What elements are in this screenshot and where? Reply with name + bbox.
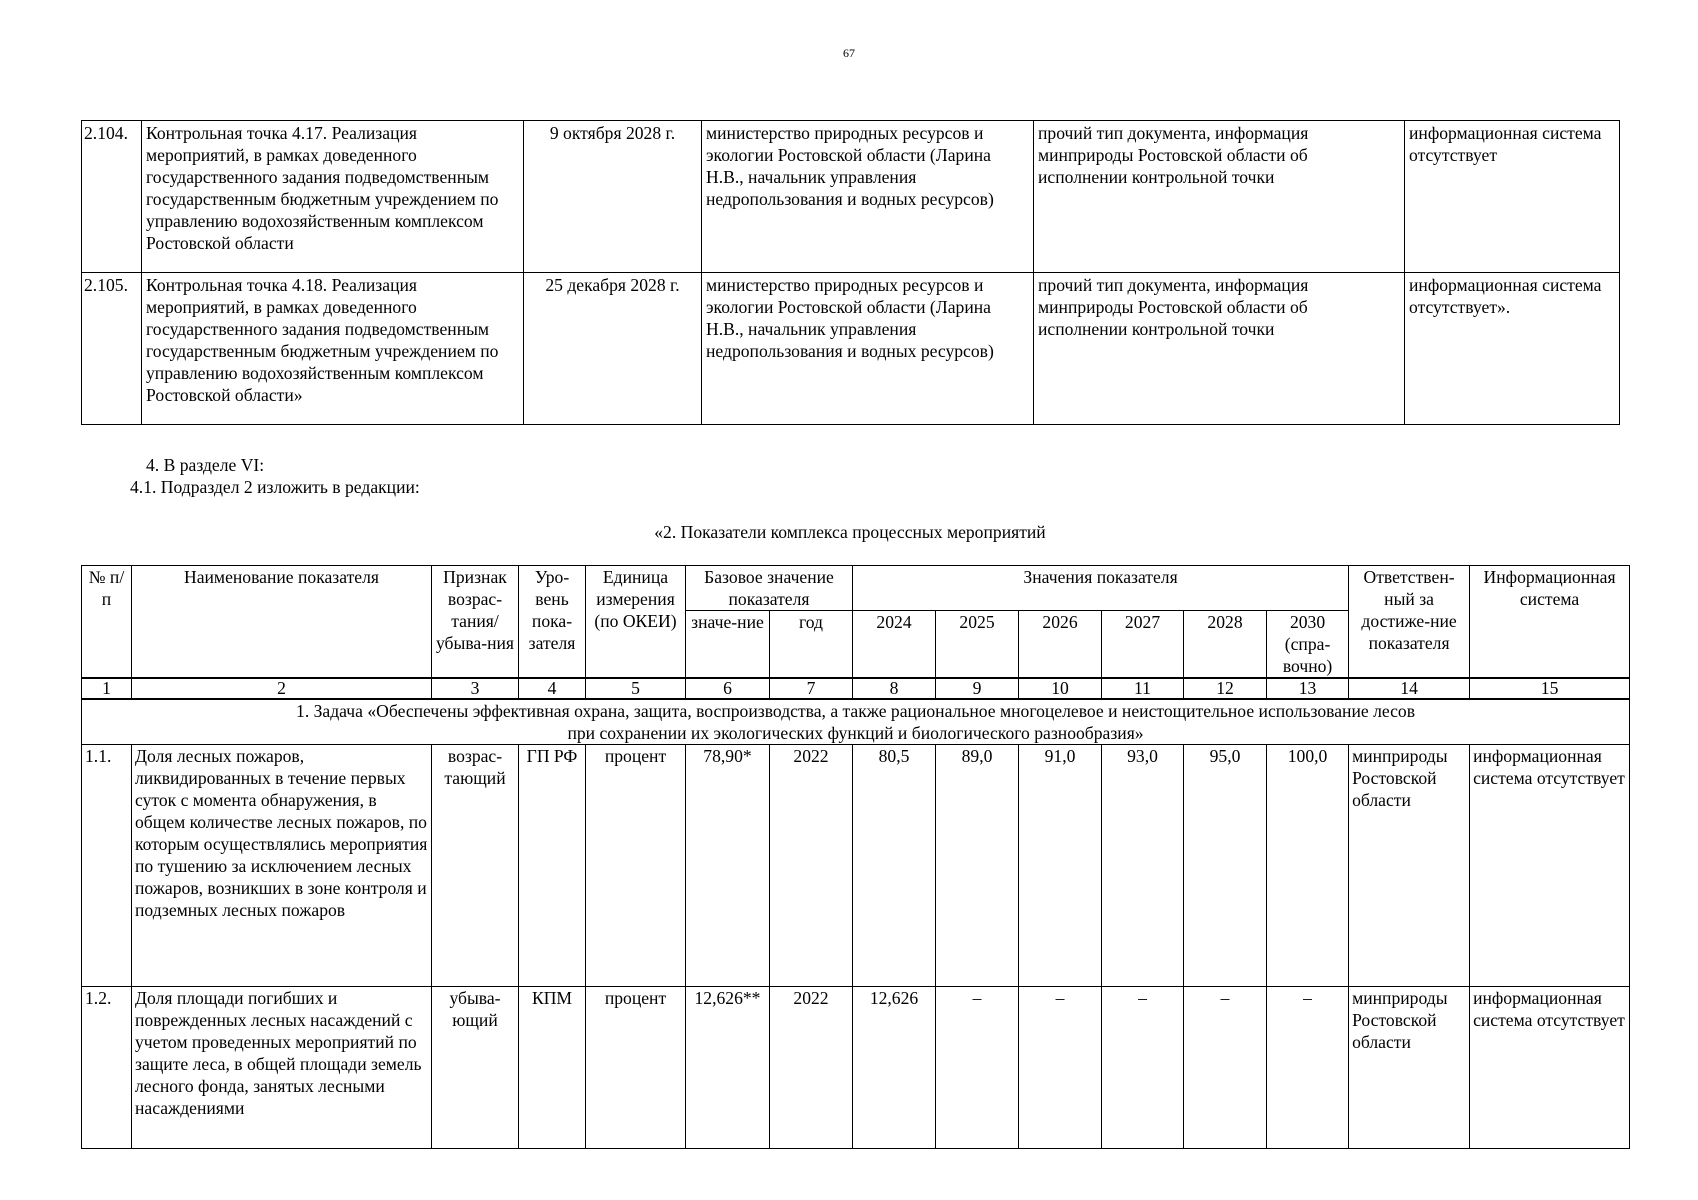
col-number: 7 xyxy=(770,678,853,699)
indicator-responsible: минприроды Ростовской области xyxy=(1349,987,1470,1149)
header-name: Наименование показателя xyxy=(132,566,432,679)
task-title: 1. Задача «Обеспечены эффективная охрана, защита, воспроизводства, а также рациональное многоцелевое и неистощительное использование лесов при сохранении их экологических функций и биологического разнообразия» xyxy=(82,699,1630,745)
col-number: 11 xyxy=(1102,678,1184,699)
column-numbers-row xyxy=(82,678,1630,699)
indicator-value: 12,626 xyxy=(853,987,936,1149)
paragraph-subsection: 4.1. Подраздел 2 изложить в редакции: xyxy=(130,477,420,497)
indicator-num: 1.2. xyxy=(82,987,132,1149)
header-system: Информационная система xyxy=(1470,566,1630,679)
indicator-base-year: 2022 xyxy=(770,987,853,1149)
col-number: 4 xyxy=(519,678,586,699)
col-number: 9 xyxy=(936,678,1019,699)
cp-num: 2.104. xyxy=(82,121,142,273)
indicator-level: КПМ xyxy=(519,987,586,1149)
indicator-value: 100,0 xyxy=(1267,745,1349,987)
table-row xyxy=(82,745,1630,987)
task-row xyxy=(82,699,1630,745)
cp-document: прочий тип документа, информация минприроды Ростовской области об исполнении контрольной точки xyxy=(1034,273,1405,425)
indicator-num: 1.1. xyxy=(82,745,132,987)
indicator-base-value: 12,626** xyxy=(686,987,770,1149)
cp-responsible: министерство природных ресурсов и экологии Ростовской области (Ларина Н.В., начальник управления недропользования и водных ресурсов) xyxy=(702,273,1034,425)
indicator-system: информационная система отсутствует xyxy=(1470,745,1630,987)
indicator-value: – xyxy=(936,987,1019,1149)
cp-document: прочий тип документа, информация минприроды Ростовской области об исполнении контрольной точки xyxy=(1034,121,1405,273)
col-number: 14 xyxy=(1349,678,1470,699)
header-num: № п/п xyxy=(82,566,132,679)
col-number: 13 xyxy=(1267,678,1349,699)
col-number: 8 xyxy=(853,678,936,699)
indicator-base-year: 2022 xyxy=(770,745,853,987)
indicator-value: – xyxy=(1184,987,1267,1149)
header-values: Значения показателя xyxy=(853,566,1349,611)
header-year: 2028 xyxy=(1184,611,1267,679)
header-base: Базовое значение показателя xyxy=(686,566,853,611)
header-year: 2030 (спра-вочно) xyxy=(1267,611,1349,679)
cp-responsible: министерство природных ресурсов и экологии Ростовской области (Ларина Н.В., начальник управления недропользования и водных ресурсов) xyxy=(702,121,1034,273)
col-number: 6 xyxy=(686,678,770,699)
cp-system: информационная система отсутствует xyxy=(1405,121,1620,273)
header-level: Уро-вень пока-зателя xyxy=(519,566,586,679)
cp-system: информационная система отсутствует». xyxy=(1405,273,1620,425)
indicator-value: – xyxy=(1267,987,1349,1149)
header-year: 2025 xyxy=(936,611,1019,679)
paragraph-section: 4. В разделе VI: xyxy=(146,455,265,475)
indicator-value: 80,5 xyxy=(853,745,936,987)
col-number: 15 xyxy=(1470,678,1630,699)
page-number: 67 xyxy=(843,46,855,60)
indicator-value: – xyxy=(1102,987,1184,1149)
cp-date: 25 декабря 2028 г. xyxy=(524,273,702,425)
header-unit: Единица измерения (по ОКЕИ) xyxy=(586,566,686,679)
header-base-value: значе-ние xyxy=(686,611,770,679)
cp-name: Контрольная точка 4.18. Реализация мероприятий, в рамках доведенного государственного задания подведомственным государственным бюджетным учреждением по управлению водохозяйственным комплексом Ростовской области» xyxy=(142,273,524,425)
indicator-base-value: 78,90* xyxy=(686,745,770,987)
indicator-system: информационная система отсутствует xyxy=(1470,987,1630,1149)
col-number: 3 xyxy=(432,678,519,699)
indicator-value: 91,0 xyxy=(1019,745,1102,987)
col-number: 5 xyxy=(586,678,686,699)
header-base-year: год xyxy=(770,611,853,679)
indicator-sign: убыва-ющий xyxy=(432,987,519,1149)
indicator-value: 93,0 xyxy=(1102,745,1184,987)
cp-name: Контрольная точка 4.17. Реализация мероприятий, в рамках доведенного государственного задания подведомственным государственным бюджетным учреждением по управлению водохозяйственным комплексом Ростовской области xyxy=(142,121,524,273)
table-row xyxy=(82,121,1620,273)
col-number: 10 xyxy=(1019,678,1102,699)
control-points-table xyxy=(81,120,1620,425)
indicators-table xyxy=(81,565,1630,1149)
indicator-unit: процент xyxy=(586,987,686,1149)
header-row xyxy=(82,566,1630,611)
header-year: 2026 xyxy=(1019,611,1102,679)
indicator-responsible: минприроды Ростовской области xyxy=(1349,745,1470,987)
indicator-sign: возрас-тающий xyxy=(432,745,519,987)
col-number: 12 xyxy=(1184,678,1267,699)
indicator-unit: процент xyxy=(586,745,686,987)
indicator-name: Доля лесных пожаров, ликвидированных в течение первых суток с момента обнаружения, в общем количестве лесных пожаров, по которым осуществлялись мероприятия по тушению за исключением лесных пожаров, возникших в зоне контроля и подземных лесных пожаров xyxy=(132,745,432,987)
indicator-level: ГП РФ xyxy=(519,745,586,987)
indicator-value: 89,0 xyxy=(936,745,1019,987)
col-number: 1 xyxy=(82,678,132,699)
table-row xyxy=(82,987,1630,1149)
header-year: 2024 xyxy=(853,611,936,679)
cp-num: 2.105. xyxy=(82,273,142,425)
section-title: «2. Показатели комплекса процессных мероприятий xyxy=(654,522,1046,542)
header-year: 2027 xyxy=(1102,611,1184,679)
table-row xyxy=(82,273,1620,425)
header-sign: Признак возрас-тания/ убыва-ния xyxy=(432,566,519,679)
indicator-value: – xyxy=(1019,987,1102,1149)
cp-date: 9 октября 2028 г. xyxy=(524,121,702,273)
indicator-name: Доля площади погибших и поврежденных лесных насаждений с учетом проведенных мероприятий по защите леса, в общей площади земель лесного фонда, занятых лесными насаждениями xyxy=(132,987,432,1149)
col-number: 2 xyxy=(132,678,432,699)
indicator-value: 95,0 xyxy=(1184,745,1267,987)
header-responsible: Ответствен-ный за достиже-ние показателя xyxy=(1349,566,1470,679)
